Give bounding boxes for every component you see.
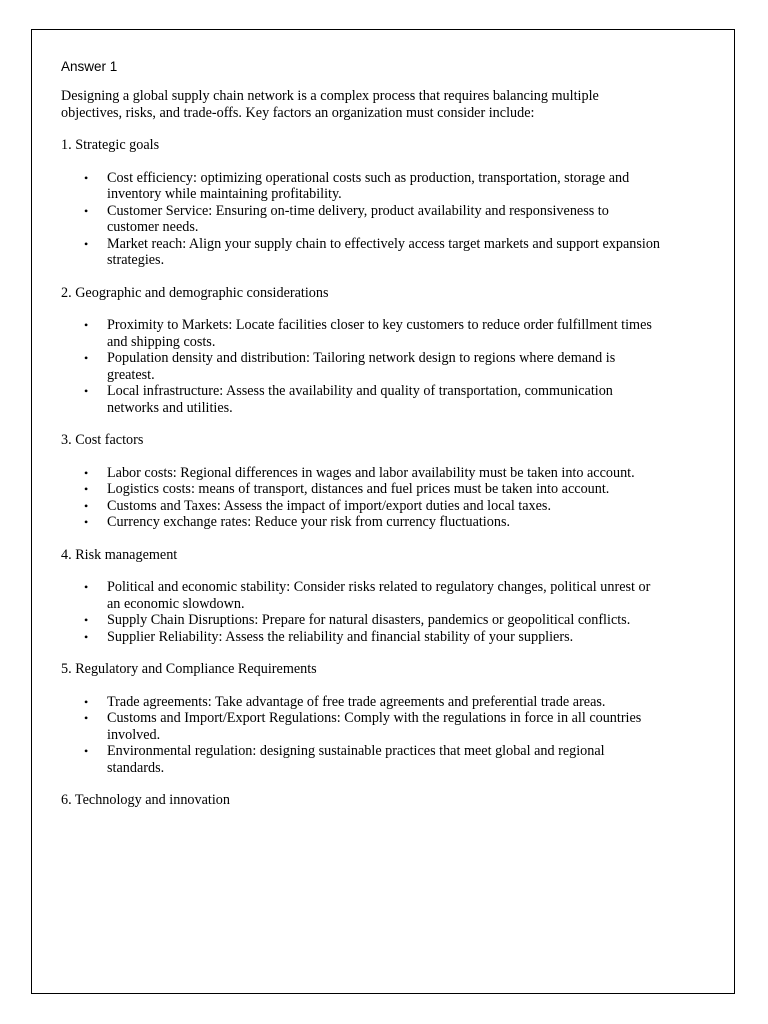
list-item-text: Customer Service: Ensuring on-time delivery, product availability and responsiveness to customer needs. [107,202,609,235]
section-title: 1. Strategic goals [61,137,160,153]
list-item-text: Trade agreements: Take advantage of free trade agreements and preferential trade areas. [107,693,606,710]
bullet-icon: • [84,515,89,529]
list-item-text: Logistics costs: means of transport, distances and fuel prices must be taken into account. [107,481,610,497]
section-regulatory [61,661,661,776]
list-item-text: Environmental regulation: designing sustainable practices that meet global and regional standards. [107,743,605,776]
bullet-icon: • [84,203,89,218]
section-title: 3. Cost factors [61,432,144,448]
bullet-icon: • [84,744,89,758]
bullet-icon: • [84,498,89,513]
bullet-icon: • [84,482,89,496]
section-technology [61,792,661,809]
list-item-text: Supply Chain Disruptions: Prepare for natural disasters, pandemics or geopolitical conflicts. [107,612,631,628]
list-item-text: Customs and Import/Export Regulations: Comply with the regulations in force in all countries involved. [107,710,642,743]
bullet-icon: • [84,465,89,480]
bullet-icon: • [84,580,89,594]
bullet-icon: • [84,236,89,251]
list-item [61,170,661,203]
section-title: 6. Technology and innovation [61,792,230,808]
section-strategic-goals [61,137,661,269]
list-item [61,743,661,776]
list-item [61,612,661,629]
section-geographic [61,285,661,417]
section-cost-factors [61,432,661,531]
list-item-text: Local infrastructure: Assess the availability and quality of transportation, communication networks and utilities. [107,383,613,416]
list-item [61,481,661,498]
section-title: 2. Geographic and demographic considerations [61,284,329,301]
list-item-text: Proximity to Markets: Locate facilities closer to key customers to reduce order fulfillment times and shipping costs. [107,317,652,350]
list-item [61,514,661,531]
list-item [61,710,661,743]
bullet-list [61,579,661,645]
list-item [61,498,661,515]
list-item [61,317,661,350]
bullet-list [61,317,661,416]
list-item [61,203,661,236]
bullet-icon: • [84,351,89,365]
bullet-list [61,170,661,269]
list-item [61,350,661,383]
list-item-text: Currency exchange rates: Reduce your risk from currency fluctuations. [107,514,511,530]
section-title: 4. Risk management [61,546,178,563]
list-item-text: Labor costs: Regional differences in wages and labor availability must be taken into account. [107,464,635,481]
bullet-icon: • [84,170,89,185]
section-risk-management [61,547,661,646]
list-item [61,383,661,416]
list-item [61,694,661,711]
document-content [61,59,661,825]
list-item [61,236,661,269]
list-item-text: Cost efficiency: optimizing operational costs such as production, transportation, storage and inventory while maintaining profitability. [107,169,630,202]
bullet-icon: • [84,613,89,627]
bullet-list [61,694,661,777]
bullet-icon: • [84,318,89,332]
bullet-icon: • [84,694,89,709]
list-item [61,465,661,482]
bullet-list [61,465,661,531]
list-item-text: Supplier Reliability: Assess the reliability and financial stability of your suppliers. [107,628,574,645]
section-title: 5. Regulatory and Compliance Requirements [61,661,317,677]
bullet-icon: • [84,711,89,725]
intro-paragraph: Designing a global supply chain network is a complex process that requires balancing multiple objectives, risks, and trade-offs. Key factors an organization must consider include: [61,88,599,121]
list-item [61,629,661,646]
list-item [61,579,661,612]
bullet-icon: • [84,384,89,398]
list-item-text: Customs and Taxes: Assess the impact of import/export duties and local taxes. [107,497,552,514]
list-item-text: Market reach: Align your supply chain to effectively access target markets and support expansion strategies. [107,235,661,268]
answer-heading: Answer 1 [61,59,118,74]
list-item-text: Population density and distribution: Tailoring network design to regions where demand is greatest. [107,350,616,383]
list-item-text: Political and economic stability: Consider risks related to regulatory changes, political unrest or an economic slowdown. [107,579,651,612]
bullet-icon: • [84,629,89,644]
